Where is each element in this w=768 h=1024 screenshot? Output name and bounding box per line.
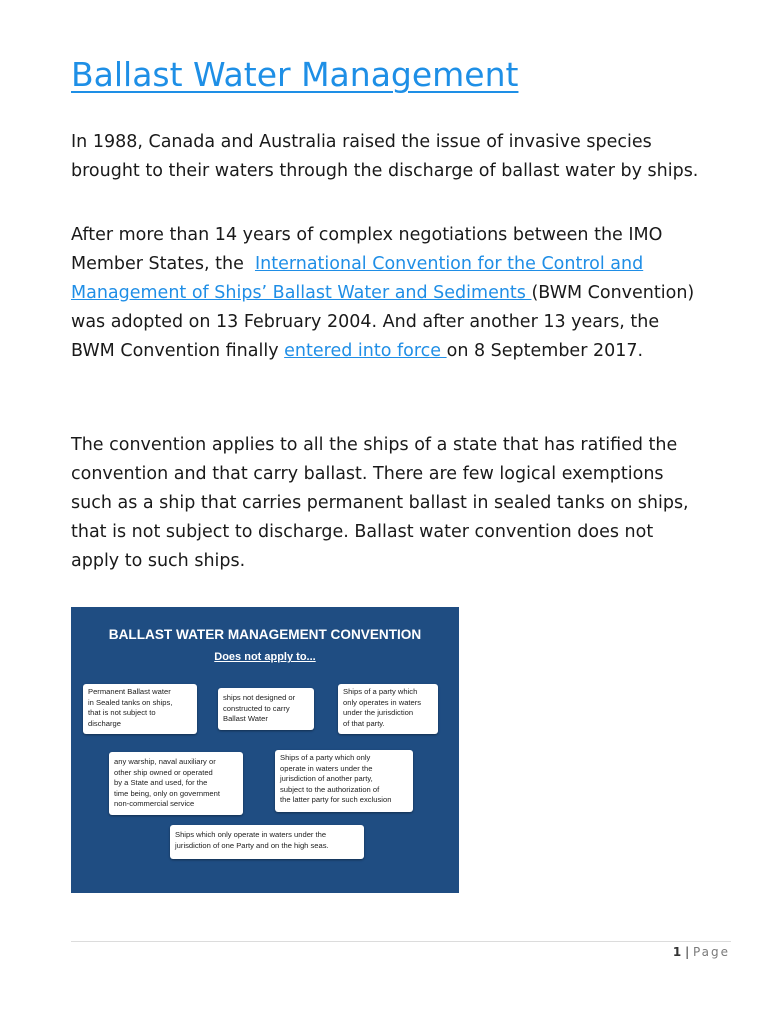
box-line: non-commercial service [114,799,195,809]
box-line: ships not designed or [223,693,296,702]
text-line: was adopted on 13 February 2004. And after another 13 years, the [71,312,660,332]
box-line: only operates in waters [343,697,422,707]
convention-exemptions-figure [71,607,459,893]
exemption-box-other-party-waters [275,750,413,812]
box-line: Ships of a party which [343,687,418,696]
bwm-convention-link[interactable]: International Convention for the Control and [254,254,644,274]
text-line [71,279,694,308]
footer-separator: | [685,945,690,959]
box-line: Permanent Ballast water [88,687,171,696]
exemption-box-no-ballast-design [218,688,314,730]
figure-subtitle [71,651,459,663]
box-line: jurisdiction of one Party and on the high seas. [175,840,329,850]
text-fragment: BWM Convention finally [71,341,285,361]
box-line: constructed to carry [223,703,290,713]
text-line: brought to their waters through the discharge of ballast water by ships. [71,161,699,181]
figure-title: BALLAST WATER MANAGEMENT CONVENTION [108,627,422,642]
bwm-convention-link-continued[interactable]: Management of Ships’ Ballast Water and Sediments [71,283,532,303]
box-line: under the jurisdiction [343,708,414,718]
entered-into-force-link[interactable]: entered into force [284,341,447,361]
box-line: by a State and used, for the [114,778,208,788]
text-fragment: Member States, the [71,254,255,274]
exemption-box-permanent-ballast [83,684,197,734]
text-fragment: (BWM Convention) [531,283,695,303]
text-line: apply to such ships. [71,551,246,571]
text-line [71,337,694,366]
box-line: Ships which only operate in waters under the [175,830,327,839]
paragraph-history [71,128,698,186]
box-line: time being, only on government [114,788,220,798]
exemption-box-high-seas [170,825,364,859]
box-line: discharge [88,718,121,728]
document-title: Ballast Water Management [71,55,519,94]
box-line: jurisdiction of another party, [280,774,373,784]
text-line: such as a ship that carries permanent ballast in sealed tanks on ships, [71,493,689,513]
exemption-box-warship [109,752,243,815]
text-line: In 1988, Canada and Australia raised the issue of invasive species [71,132,652,152]
paragraph-adoption [71,221,694,366]
page-number: 1 [672,945,682,959]
text-line: The convention applies to all the ships of a state that has ratified the [71,435,678,455]
box-line: subject to the authorization of [280,784,380,794]
exemption-box-own-waters [338,684,438,734]
text-line [71,250,694,279]
text-line: After more than 14 years of complex negotiations between the IMO [71,225,663,245]
box-line: that is not subject to [88,708,156,718]
footer-divider [71,941,731,942]
box-line: any warship, naval auxiliary or [114,757,216,766]
text-fragment: on 8 September 2017. [446,341,644,361]
box-line: operate in waters under the [280,763,373,773]
text-line: convention and that carry ballast. There are few logical exemptions [71,464,664,484]
page-label: Page [692,945,730,959]
box-line: the latter party for such exclusion [280,795,392,805]
box-line: other ship owned or operated [114,767,213,777]
text-line: that is not subject to discharge. Ballast water convention does not [71,522,654,542]
paragraph-applicability [71,431,689,576]
box-line: Ships of a party which only [280,753,371,762]
box-line: in Sealed tanks on ships, [88,697,173,707]
page-footer [673,945,730,959]
figure-subtitle-text: Does not apply to... [214,651,316,663]
box-line: of that party. [343,718,385,728]
box-line: Ballast Water [223,714,268,724]
